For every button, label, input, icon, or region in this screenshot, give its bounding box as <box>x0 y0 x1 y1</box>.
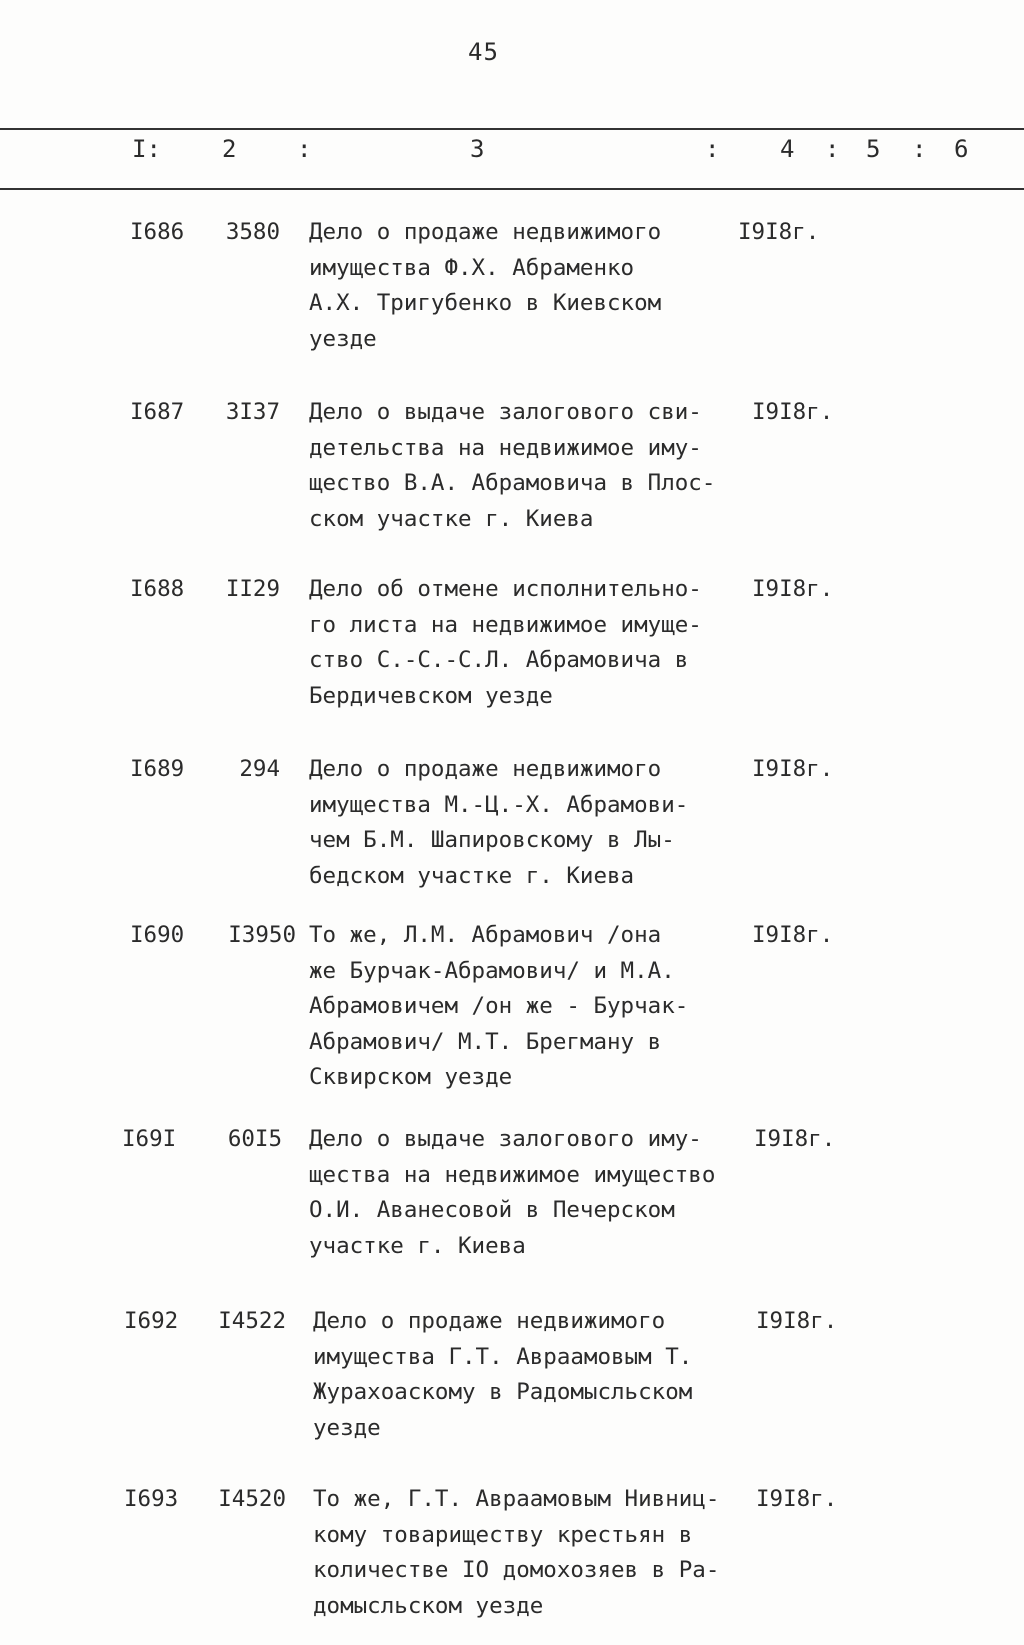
title-line: го листа на недвижимое имуще- <box>309 611 702 638</box>
title-line: домысльском уезде <box>313 1592 544 1619</box>
record-number: I690 <box>130 922 185 948</box>
record-title <box>313 1304 783 1446</box>
archive-number: I3950 <box>228 922 296 948</box>
title-line: детельства на недвижимое иму- <box>309 434 702 461</box>
archive-number: 3580 <box>225 219 280 245</box>
record-title <box>309 918 779 1096</box>
title-line: имущества Ф.Х. Абраменко <box>309 254 635 281</box>
title-line: чем Б.М. Шапировскому в Лы- <box>309 827 675 853</box>
title-line: А.Х. Тригубенко в Киевском <box>309 290 662 316</box>
title-line: ском участке г. Киева <box>309 505 594 532</box>
header-col-4: 4 <box>780 135 795 163</box>
title-line: же Бурчак-Абрамович/ и М.А. <box>309 957 675 984</box>
record-date: I9I8г. <box>752 756 834 782</box>
title-line: Дело об отмене исполнительно- <box>309 576 702 602</box>
header-separator: : <box>705 135 720 163</box>
record-date: I9I8г. <box>754 1126 836 1152</box>
record-title <box>313 1482 783 1624</box>
title-line: Абрамович/ М.Т. Брегману в <box>309 1028 662 1055</box>
title-line: уезде <box>313 1414 381 1441</box>
title-line: бедском участке г. Киева <box>309 862 635 889</box>
title-line: ство С.-С.-С.Л. Абрамовича в <box>309 647 689 673</box>
record-title <box>309 1122 779 1264</box>
header-col-5: 5 <box>866 135 881 163</box>
record-title <box>309 572 779 714</box>
archive-number: 60I5 <box>227 1126 282 1152</box>
header-top-rule <box>0 128 1024 130</box>
title-line: щество В.А. Абрамовича в Плос- <box>309 470 716 496</box>
header-separator: : <box>825 135 840 163</box>
title-line: Дело о продаже недвижимого <box>309 219 662 245</box>
header-separator: : <box>912 135 927 163</box>
title-line: Дело о продаже недвижимого <box>313 1308 666 1334</box>
record-number: I689 <box>130 756 185 782</box>
record-number: I69I <box>122 1126 177 1152</box>
record-title <box>309 215 779 357</box>
archive-number: 294 <box>239 756 280 782</box>
title-line: щества на недвижимое имущество <box>309 1161 716 1188</box>
header-col-2: 2 <box>222 135 237 163</box>
title-line: Бердичевском уезде <box>309 682 553 709</box>
title-line: количестве IO домохозяев в Ра- <box>313 1557 720 1583</box>
header-separator: : <box>297 135 312 163</box>
title-line: Дело о выдаче залогового иму- <box>309 1126 702 1152</box>
record-title <box>309 752 779 894</box>
header-col-1: I: <box>132 135 161 163</box>
record-date: I9I8г. <box>738 219 820 245</box>
title-line: уезде <box>309 325 377 352</box>
record-number: I687 <box>130 399 185 425</box>
archive-number: II29 <box>225 576 280 602</box>
title-line: Дело о выдаче залогового сви- <box>309 399 702 425</box>
record-date: I9I8г. <box>756 1308 838 1334</box>
title-line: То же, Г.Т. Авраамовым Нивниц- <box>313 1486 720 1512</box>
record-title <box>309 395 779 537</box>
record-date: I9I8г. <box>752 922 834 948</box>
title-line: Сквирском уезде <box>309 1064 513 1090</box>
header-col-3: 3 <box>470 135 485 163</box>
title-line: Журахоаскому в Радомысльском <box>313 1379 693 1405</box>
title-line: участке г. Киева <box>309 1232 526 1259</box>
archive-number: I4520 <box>218 1486 286 1512</box>
title-line: имущества М.-Ц.-Х. Абрамови- <box>309 791 689 818</box>
archive-number: 3I37 <box>225 399 280 425</box>
record-number: I692 <box>124 1308 179 1334</box>
title-line: кому товариществу крестьян в <box>313 1521 693 1548</box>
title-line: Дело о продаже недвижимого <box>309 756 662 782</box>
page-number: 45 <box>468 38 499 66</box>
title-line: О.И. Аванесовой в Печерском <box>309 1197 675 1223</box>
record-number: I688 <box>130 576 185 602</box>
record-number: I693 <box>124 1486 179 1512</box>
archive-number: I4522 <box>218 1308 286 1334</box>
record-date: I9I8г. <box>752 399 834 425</box>
title-line: То же, Л.М. Абрамович /она <box>309 922 662 948</box>
record-date: I9I8г. <box>756 1486 838 1512</box>
header-bottom-rule <box>0 188 1024 190</box>
title-line: имущества Г.Т. Авраамовым Т. <box>313 1343 693 1370</box>
record-date: I9I8г. <box>752 576 834 602</box>
title-line: Абрамовичем /он же - Бурчак- <box>309 993 689 1019</box>
header-col-6: 6 <box>954 135 969 163</box>
record-number: I686 <box>130 219 185 245</box>
